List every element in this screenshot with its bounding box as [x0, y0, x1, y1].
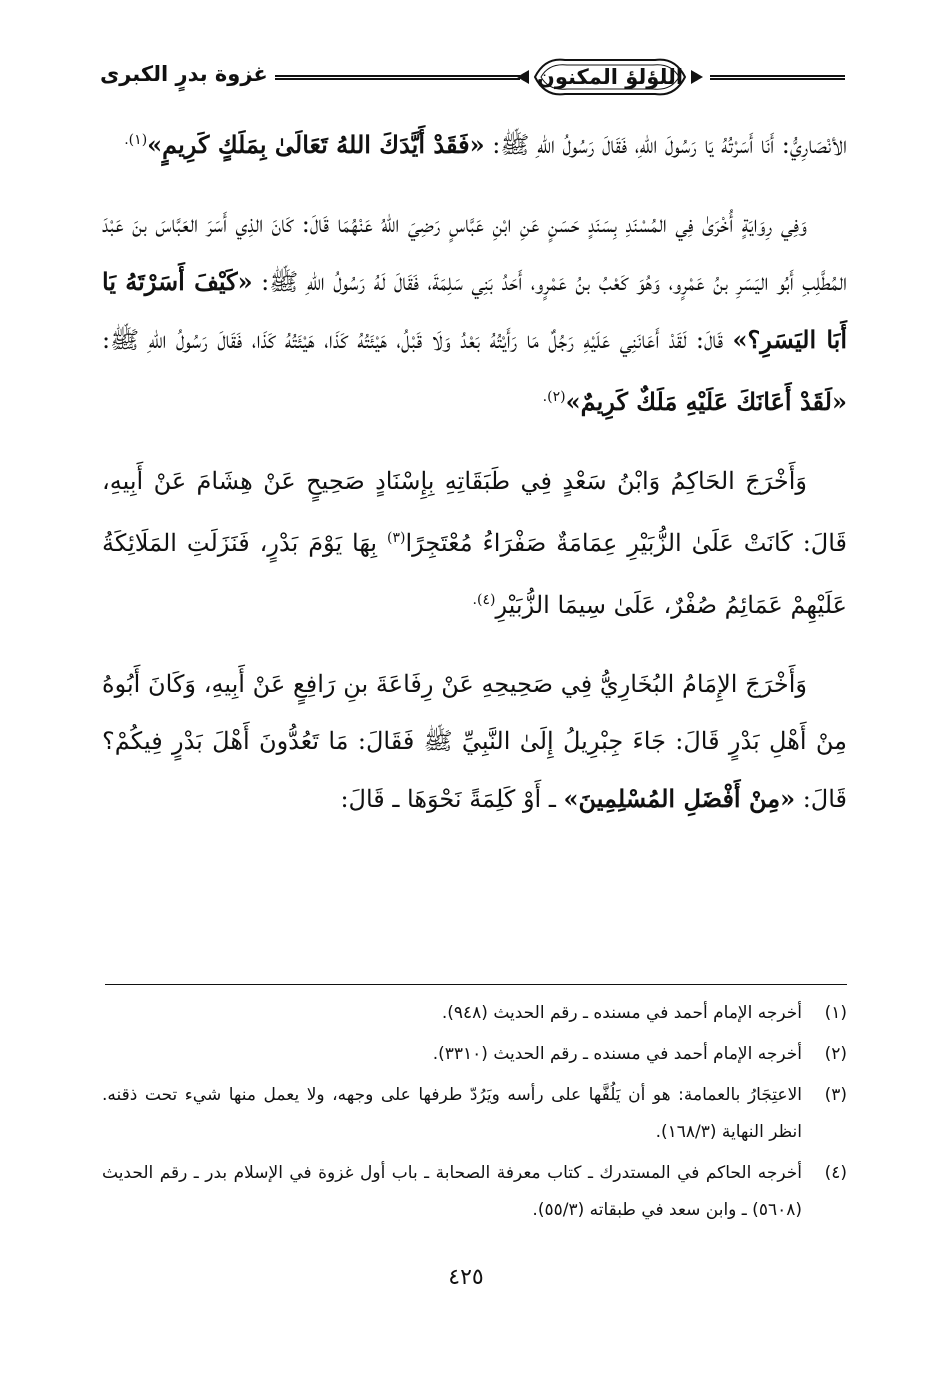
paragraph-4-text-c: ـ أَوْ كَلِمَةً نَحْوَهَا ـ قَالَ: [340, 785, 564, 813]
footnotes [102, 995, 847, 1233]
footnote-text: الاعتِجَارُ بالعمامة: هو أن يَلُفَّها على رأسه ويَرُدّ طرفها على وجهه، ولا يعمل منها شيء تحت ذقنه. انظر النهاية (١٦٨/٣). [102, 1085, 802, 1142]
footnote-divider [105, 984, 847, 985]
hadith-quote: «مِنْ أَفْضَلِ المُسْلِمِينَ» [563, 784, 796, 813]
header-rule-left [275, 75, 520, 80]
paragraph-3-text-a: وَأَخْرَجَ الحَاكِمُ وَابْنُ سَعْدٍ فِي طَبَقَاتِهِ بِإِسْنَادٍ صَحِيحٍ عَنْ هِشَامَ عَنْ أَبِيهِ، قَالَ: كَانَتْ عَلَىٰ الزُّبَيْرِ عِمَامَةٌ صَفْرَاءُ مُعْتَجِرًا [102, 467, 848, 557]
footnote-text: أخرجه الحاكم في المستدرك ـ كتاب معرفة الصحابة ـ باب أول غزوة في الإسلام بدر ـ رقم الحديث (٥٦٠٨) ـ وابن سعد في طبقاته (٥٥/٣). [102, 1163, 802, 1220]
footnote-item [102, 995, 847, 1032]
footnote-ref: (٣) [387, 530, 406, 546]
hadith-quote: «لَقَدْ أَعَانَكَ عَلَيْهِ مَلَكٌ كَرِيمٌ» [565, 387, 847, 416]
footnote-number: (١) [824, 1003, 847, 1023]
paragraph-2-text-c: قَالَ: لَقَدْ أَعَانَنِي عَلَيْهِ رَجُلٌ مَا رَأَيْتُهُ بَعْدُ وَلَا قَبْلُ، هَيْئَتُهُ كَذَا، هَيْئَتُهُ كَذَا، فَقَالَ رَسُولُ اللهِ ﷺ: [102, 326, 733, 354]
hadith-quote: «كَيْفَ أَسَرْتَهُ يَا أَبَا اليَسَرِ؟» [102, 267, 847, 354]
hadith-quote: «فَقَدْ أَيَّدَكَ اللهُ تَعَالَىٰ بِمَلَكٍ كَرِيمٍ» [147, 130, 485, 159]
footnote-number: (٣) [824, 1085, 847, 1105]
footnote-item [102, 1077, 847, 1151]
footnote-text: أخرجه الإمام أحمد في مسنده ـ رقم الحديث (٣٣١٠). [432, 1044, 802, 1064]
book-title-emblem [515, 52, 705, 102]
paragraph-3-text-c: بِهَا يَوْمَ بَدْرٍ، فَنَزَلَتِ المَلَائِكَةُ عَلَيْهِمْ عَمَائِمُ صُفْرٌ، عَلَىٰ سِيمَا الزُّبَيْرِ [102, 529, 847, 619]
footnote-ref: (٢). [542, 389, 566, 405]
paragraph-4-text-a: وَأَخْرَجَ الإِمَامُ البُخَارِيُّ فِي صَحِيحِهِ عَنْ رِفَاعَةَ بنِ رَافِعٍ عَنْ أَبِيهِ، وَكَانَ أَبُوهُ مِنْ أَهْلِ بَدْرٍ قَالَ: جَاءَ جِبْرِيلُ إِلَىٰ النَّبِيِّ ﷺ فَقَالَ: مَا تَعُدُّونَ أَهْلَ بَدْرٍ فِيكُمْ؟ قَالَ: [102, 670, 847, 813]
paragraph-2 [102, 196, 847, 431]
footnote-item [102, 1036, 847, 1073]
page-number: ٤٢٥ [448, 1265, 484, 1290]
footnote-number: (٤) [824, 1163, 847, 1183]
footnote-ref: (١). [124, 132, 148, 148]
paragraph-3 [102, 453, 847, 634]
book-title: اللؤلؤ المكنون [536, 65, 684, 89]
footnote-text: أخرجه الإمام أحمد في مسنده ـ رقم الحديث (٩٤٨). [441, 1003, 802, 1023]
footnote-item [102, 1155, 847, 1229]
header-rule-right [710, 75, 845, 80]
chapter-title: غزوة بدرٍ الكبرى [100, 62, 268, 86]
paragraph-1 [102, 112, 847, 174]
paragraph-2-text-a: وَفِي رِوَايَةٍ أُخْرَىٰ فِي المُسْنَدِ بِسَنَدٍ حَسَنٍ عَنِ ابْنِ عَبَّاسٍ رَضِيَ اللهُ عَنْهُمَا قَالَ: كَانَ الذِي أَسَرَ العَبَّاسَ بنَ عَبْدَ المُطَّلِبِ أَبُو اليَسَرِ بنُ عَمْرٍو، وَهُوَ كَعْبُ بنُ عَمْرٍو، أَحَدُ بَنِي سَلِمَةَ، فَقَالَ لَهُ رَسُولُ اللهِ ﷺ: [102, 210, 847, 296]
footnote-ref: (٤). [472, 592, 496, 608]
page-header [100, 48, 845, 108]
paragraph-1-text-a: الأنْصَارِيُّ: أَنَا أَسَرْتُهُ يَا رَسُولَ اللهِ، فَقَالَ رَسُولُ اللهِ ﷺ: [484, 131, 847, 159]
main-text [102, 112, 847, 850]
footnote-number: (٢) [824, 1044, 847, 1064]
paragraph-4 [102, 656, 847, 828]
